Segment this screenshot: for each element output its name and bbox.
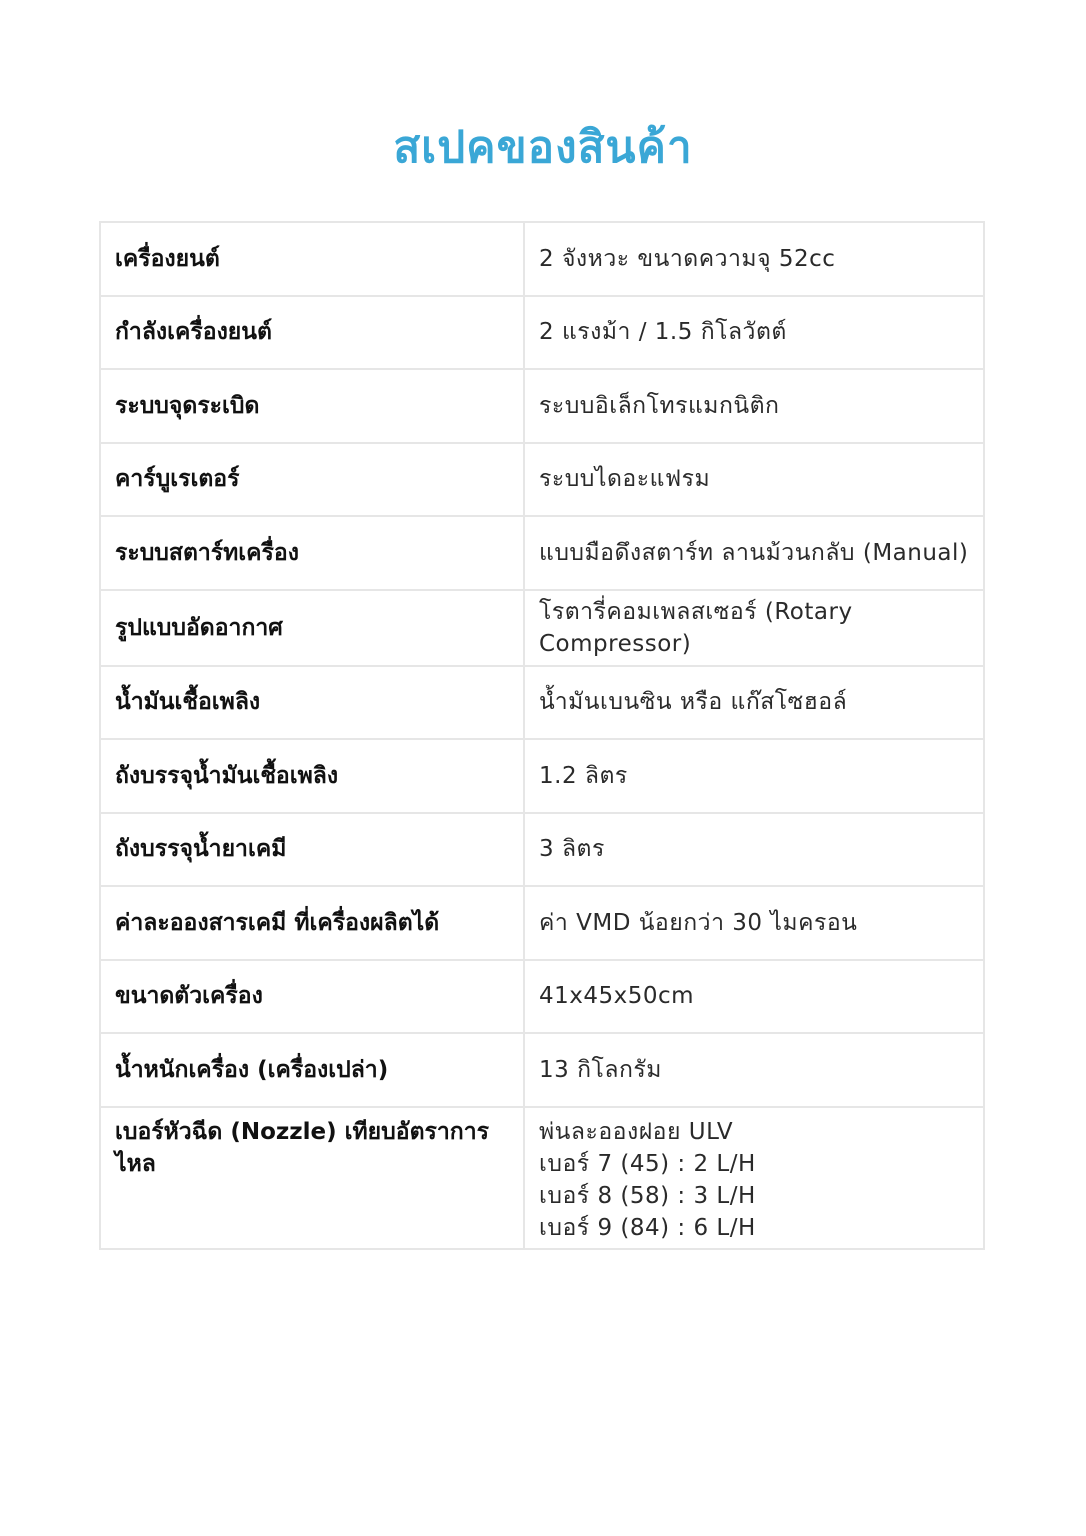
spec-value: ระบบไดอะแฟรม xyxy=(524,443,984,517)
table-row xyxy=(100,516,984,590)
spec-value: โรตารี่คอมเพลสเซอร์ (Rotary Compressor) xyxy=(524,590,984,666)
table-row xyxy=(100,1033,984,1107)
spec-value: ระบบอิเล็กโทรแมกนิติก xyxy=(524,369,984,443)
table-row xyxy=(100,222,984,296)
spec-label: ขนาดตัวเครื่อง xyxy=(100,960,524,1034)
spec-value-line: เบอร์ 8 (58) : 3 L/H xyxy=(539,1182,756,1209)
spec-value: 13 กิโลกรัม xyxy=(524,1033,984,1107)
table-row xyxy=(100,369,984,443)
table-row xyxy=(100,886,984,960)
spec-value: 3 ลิตร xyxy=(524,813,984,887)
page-title: สเปคของสินค้า xyxy=(393,122,693,173)
spec-value-line: เบอร์ 9 (84) : 6 L/H xyxy=(539,1214,756,1241)
spec-label: กำลังเครื่องยนต์ xyxy=(100,296,524,370)
spec-label: ถังบรรจุน้ำมันเชื้อเพลิง xyxy=(100,739,524,813)
spec-label: เบอร์หัวฉีด (Nozzle) เทียบอัตราการไหล xyxy=(100,1107,524,1249)
spec-label: คาร์บูเรเตอร์ xyxy=(100,443,524,517)
table-row xyxy=(100,443,984,517)
spec-value: แบบมือดึงสตาร์ท ลานม้วนกลับ (Manual) xyxy=(524,516,984,590)
table-row xyxy=(100,296,984,370)
spec-value: 2 แรงม้า / 1.5 กิโลวัตต์ xyxy=(524,296,984,370)
spec-value: น้ำมันเบนซิน หรือ แก๊สโซฮอล์ xyxy=(524,666,984,740)
spec-label: ค่าละอองสารเคมี ที่เครื่องผลิตได้ xyxy=(100,886,524,960)
spec-label: น้ำหนักเครื่อง (เครื่องเปล่า) xyxy=(100,1033,524,1107)
spec-label: ระบบสตาร์ทเครื่อง xyxy=(100,516,524,590)
spec-label: รูปแบบอัดอากาศ xyxy=(100,590,524,666)
spec-label: เครื่องยนต์ xyxy=(100,222,524,296)
spec-value: 1.2 ลิตร xyxy=(524,739,984,813)
spec-table xyxy=(99,221,985,1250)
spec-value: 2 จังหวะ ขนาดความจุ 52cc xyxy=(524,222,984,296)
spec-label: ระบบจุดระเบิด xyxy=(100,369,524,443)
spec-label: น้ำมันเชื้อเพลิง xyxy=(100,666,524,740)
table-row xyxy=(100,590,984,666)
spec-value-multiline xyxy=(524,1107,984,1249)
spec-value: 41x45x50cm xyxy=(524,960,984,1034)
spec-label: ถังบรรจุน้ำยาเคมี xyxy=(100,813,524,887)
table-row xyxy=(100,739,984,813)
spec-value-line: พ่นละอองฝอย ULV xyxy=(539,1118,734,1145)
table-row xyxy=(100,960,984,1034)
table-row xyxy=(100,813,984,887)
spec-value-line: เบอร์ 7 (45) : 2 L/H xyxy=(539,1150,756,1177)
spec-value: ค่า VMD น้อยกว่า 30 ไมครอน xyxy=(524,886,984,960)
table-row xyxy=(100,666,984,740)
table-row xyxy=(100,1107,984,1249)
